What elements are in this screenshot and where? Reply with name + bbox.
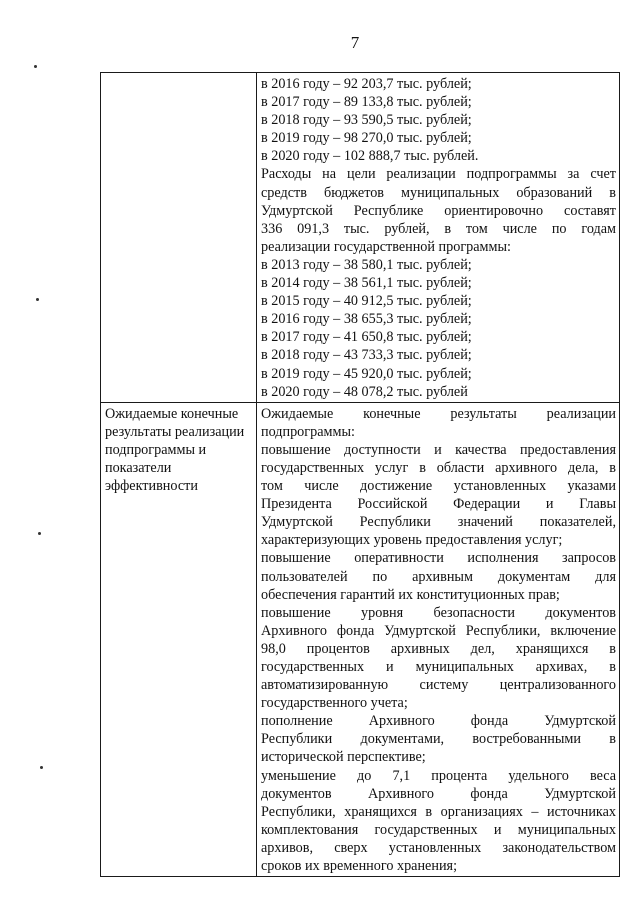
result-item-line: пополнение Архивного фонда Удмуртской — [261, 713, 616, 730]
financing-label-cell — [101, 73, 257, 403]
result-item-line: Президента Российской Федерации и Главы — [261, 496, 616, 513]
result-item-line: Республики документами, востребованными в — [261, 731, 616, 748]
result-item-line: пользователей по архивным документам для — [261, 568, 616, 585]
year-amount-line: в 2013 году – 38 580,1 тыс. рублей; — [261, 256, 472, 273]
expected-results-label-line: Ожидаемые конечные — [105, 405, 239, 422]
expected-results-label-line: подпрограммы и — [105, 441, 207, 458]
result-item-line: сроков их временного хранения; — [261, 858, 458, 875]
year-amount-line: в 2020 году – 48 078,2 тыс. рублей — [261, 383, 468, 400]
result-item-line: Удмуртской Республики значений показателей, — [261, 514, 616, 531]
margin-dot — [40, 766, 43, 769]
subprogram-passport-table — [100, 72, 620, 877]
margin-dot — [36, 298, 39, 301]
year-amount-line: в 2017 году – 41 650,8 тыс. рублей; — [261, 329, 472, 346]
result-item-line: обеспечения гарантий их конституционных прав; — [261, 586, 560, 603]
result-item-line: автоматизированную систему централизованного — [261, 677, 616, 694]
result-item-line: том числе достижение установленных указами — [261, 478, 616, 495]
year-amount-line: в 2015 году – 40 912,5 тыс. рублей; — [261, 293, 472, 310]
result-item-line: характеризующих уровень предоставления услуг; — [261, 532, 563, 549]
result-item-line: документов Архивного фонда Удмуртской — [261, 785, 616, 802]
year-amount-line: в 2018 году – 43 733,3 тыс. рублей; — [261, 347, 472, 364]
result-item-line: уменьшение до 7,1 процента удельного веса — [261, 767, 616, 784]
expected-results-label-cell — [101, 402, 257, 876]
table-row-expected-results — [101, 402, 620, 876]
result-item-line: 98,0 процентов архивных дел, хранящихся в — [261, 640, 616, 657]
result-item-line: государственных и муниципальных архивах, в — [261, 659, 616, 675]
year-amount-line: в 2019 году – 98 270,0 тыс. рублей; — [261, 130, 472, 147]
margin-dot — [38, 532, 41, 535]
result-item-line: государственного учета; — [261, 695, 408, 712]
result-item-line: комплектования государственных и муниципальных — [261, 821, 616, 838]
results-intro-line: подпрограммы: — [261, 423, 355, 440]
table-row-financing — [101, 73, 620, 403]
result-item-line: государственных услуг в области архивного дела, в — [261, 459, 616, 476]
year-amount-line: в 2020 году – 102 888,7 тыс. рублей. — [261, 148, 479, 165]
result-item-line: Республики, хранящихся в организациях – источниках — [261, 803, 616, 820]
financing-details-cell — [257, 73, 620, 403]
municipal-budget-paragraph-line: 336 091,3 тыс. рублей, в том числе по годам — [261, 220, 616, 237]
expected-results-label-line: показатели — [105, 459, 172, 476]
result-item-line: Архивного фонда Удмуртской Республики, включение — [261, 622, 616, 639]
result-item-line: повышение уровня безопасности документов — [261, 604, 616, 621]
year-amount-line: в 2018 году – 93 590,5 тыс. рублей; — [261, 112, 472, 129]
page-number: 7 — [350, 33, 360, 52]
result-item-line: повышение доступности и качества предоставления — [261, 441, 616, 458]
expected-results-label-line: результаты реализации — [105, 423, 245, 440]
municipal-budget-paragraph-line: Удмуртской Республике ориентировочно составят — [261, 202, 616, 219]
result-item-line: архивов, сверх установленных законодательством — [261, 839, 616, 856]
year-amount-line: в 2016 году – 92 203,7 тыс. рублей; — [261, 76, 472, 92]
year-amount-line: в 2014 году – 38 561,1 тыс. рублей; — [261, 275, 472, 292]
municipal-budget-paragraph-line: средств бюджетов муниципальных образований в — [261, 184, 616, 201]
expected-results-label-line: эффективности — [105, 478, 198, 495]
margin-dot — [34, 65, 37, 68]
result-item-line: повышение оперативности исполнения запросов — [261, 550, 616, 567]
year-amount-line: в 2019 году – 45 920,0 тыс. рублей; — [261, 365, 472, 382]
expected-results-details-cell — [257, 402, 620, 876]
result-item-line: исторической перспективе; — [261, 749, 426, 766]
municipal-budget-paragraph-line: Расходы на цели реализации подпрограммы за счет — [261, 166, 616, 183]
year-amount-line: в 2017 году – 89 133,8 тыс. рублей; — [261, 94, 472, 111]
municipal-budget-paragraph-line: реализации государственной программы: — [261, 238, 511, 255]
results-intro-line: Ожидаемые конечные результаты реализации — [261, 405, 616, 422]
year-amount-line: в 2016 году – 38 655,3 тыс. рублей; — [261, 311, 472, 328]
